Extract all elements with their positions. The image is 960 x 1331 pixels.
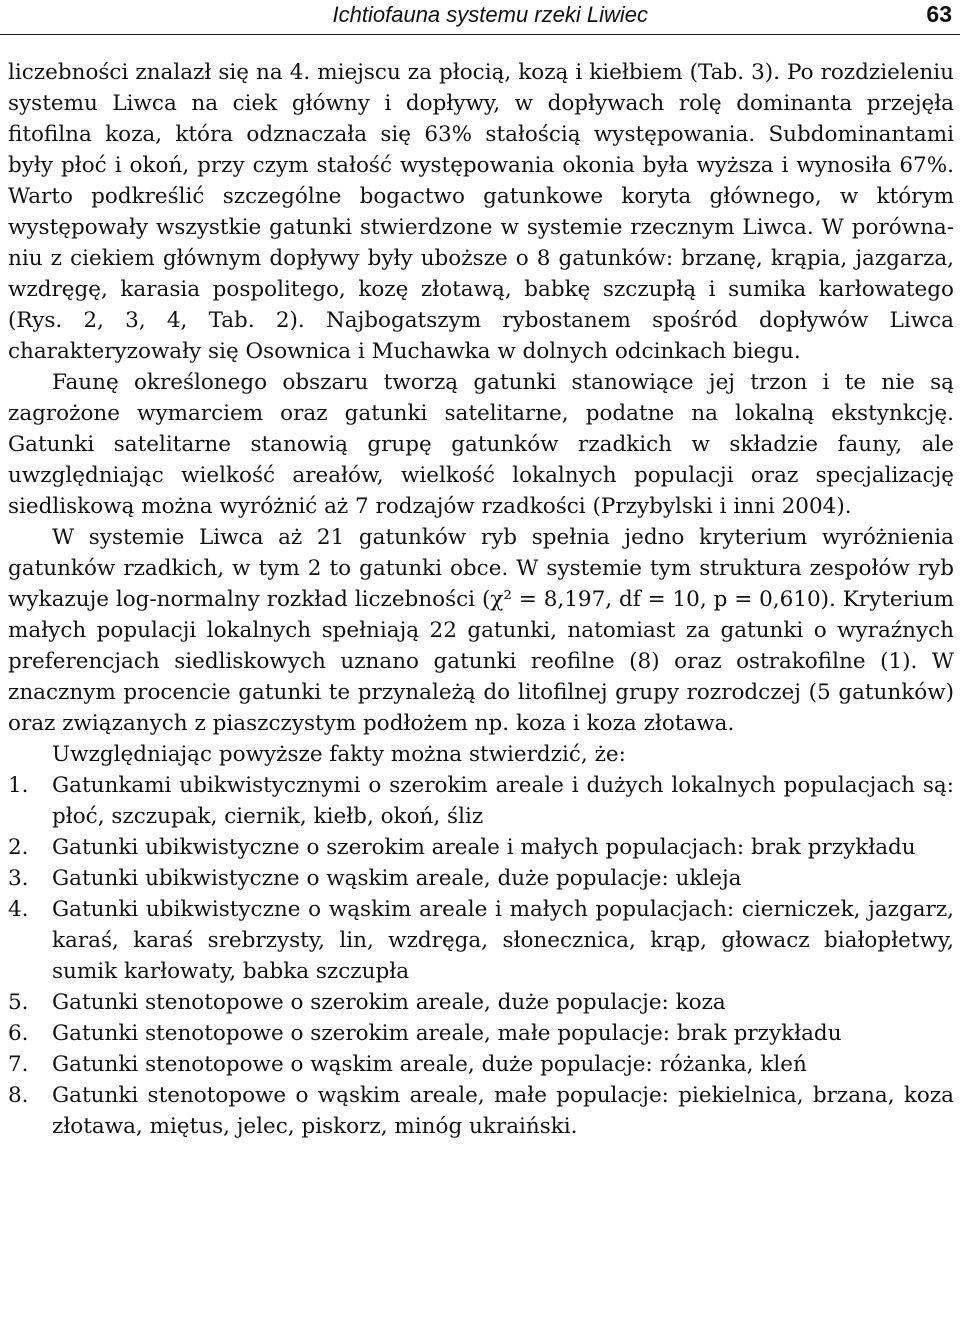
list-item [8,1049,954,1080]
list-item [8,1080,954,1142]
body-text [8,57,954,1142]
list-item [8,863,954,894]
list-item-text: Gatunki stenotopowe o szerokim areale, małe populacje: brak przykładu [52,1021,842,1046]
list-item-text: Gatunkami ubikwistycznymi o szerokim areale i dużych lokalnych populacjach są: płoć, szczupak, ciernik, kiełb, okoń, śliz [52,773,954,829]
list-item [8,1018,954,1049]
page-header [0,0,960,35]
list-item-number: 8. [8,1083,29,1108]
paragraph-continued: liczebności znalazł się na 4. miejscu za płocią, kozą i kiełbiem (Tab. 3). Po rozdzieleniu systemu Liwca na ciek główny i dopływy, w dopływach rolę dominanta przejęła fitofilna koza, która odznaczała się 63% stałością występowania. Subdominantami były płoć i okoń, przy czym stałość występowania okonia była wyższa i wynosiła 67%. Warto podkreślić szczególne bogactwo gatunkowe koryta głównego, w którym występowały wszystkie gatunki stwierdzone w systemie rzecznym Liwca. W porównaniu z ciekiem głównym dopływy były uboższe o 8 gatunków: brzanę, krąpia, jazgarza, wzdręgę, karasia pospolitego, kozę złotawą, babkę szczupłą i sumika karłowatego (Rys. 2, 3, 4, Tab. 2). Najbogatszym rybostanem spośród dopływów Liwca charakteryzowały się Osownica i Muchawka w dolnych odcinkach biegu. [8,60,954,364]
list-item-text: Gatunki stenotopowe o wąskim areale, małe populacje: piekielnica, brzana, koza złotawa, miętus, jelec, piskorz, minóg ukraiński. [52,1083,954,1139]
list-item [8,832,954,863]
list-item-number: 4. [8,897,29,922]
list-item-text: Gatunki ubikwistyczne o wąskim areale, duże populacje: ukleja [52,866,742,891]
list-item-number: 1. [8,773,29,798]
rarity-categories-list [8,770,954,1142]
list-item [8,987,954,1018]
list-item-number: 6. [8,1021,29,1046]
list-item [8,894,954,987]
page-number: 63 [926,1,952,27]
list-item-text: Gatunki stenotopowe o wąskim areale, duże populacje: różanka, kleń [52,1052,807,1077]
list-item [8,770,954,832]
list-item-number: 2. [8,835,29,860]
list-item-number: 3. [8,866,29,891]
list-item-text: Gatunki ubikwistyczne o szerokim areale i małych populacjach: brak przykładu [52,835,916,860]
paragraph-rarity-types: Faunę określonego obszaru tworzą gatunki stanowiące jej trzon i te nie są zagrożone wymarciem oraz gatunki satelitarne, podatne na lokalną ekstynkcję. Gatunki satelitarne stanowią grupę gatunków rzadkich w składzie fauny, ale uwzględniając wielkość areałów, wielkość lokalnych populacji oraz specjalizację siedliskową można wyróżnić aż 7 rodzajów rzadkości (Przybylski i inni 2004). [8,370,954,519]
list-item-text: Gatunki stenotopowe o szerokim areale, duże populacje: koza [52,990,726,1015]
paragraph-liwiec-criteria: W systemie Liwca aż 21 gatunków ryb spełnia jedno kryterium wyróżnienia gatunków rzadkich, w tym 2 to gatunki obce. W systemie tym struktura zespołów ryb wykazuje log-normalny rozkład liczebności (χ² = 8,197, df = 10, p = 0,610). Kryterium małych populacji lokalnych spełniają 22 gatunki, natomiast za gatunki o wyraźnych preferencjach siedliskowych uznano gatunki reofilne (8) oraz ostrakofilne (1). W znacznym procencie gatunki te przynależą do litofilnej grupy rozrodczej (5 gatunków) oraz związanych z piaszczystym podłożem np. koza i koza złotawa. [8,525,954,736]
list-item-number: 5. [8,990,29,1015]
paragraph-list-intro: Uwzględniając powyższe fakty można stwierdzić, że: [52,742,626,767]
list-item-text: Gatunki ubikwistyczne o wąskim areale i małych populacjach: cierniczek, jazgarz, karaś, karaś srebrzysty, lin, wzdręga, słonecznica, krąp, głowacz białopłetwy, sumik karłowaty, babka szczupła [52,897,954,984]
list-item-number: 7. [8,1052,29,1077]
running-title: Ichtiofauna systemu rzeki Liwiec [332,2,648,27]
